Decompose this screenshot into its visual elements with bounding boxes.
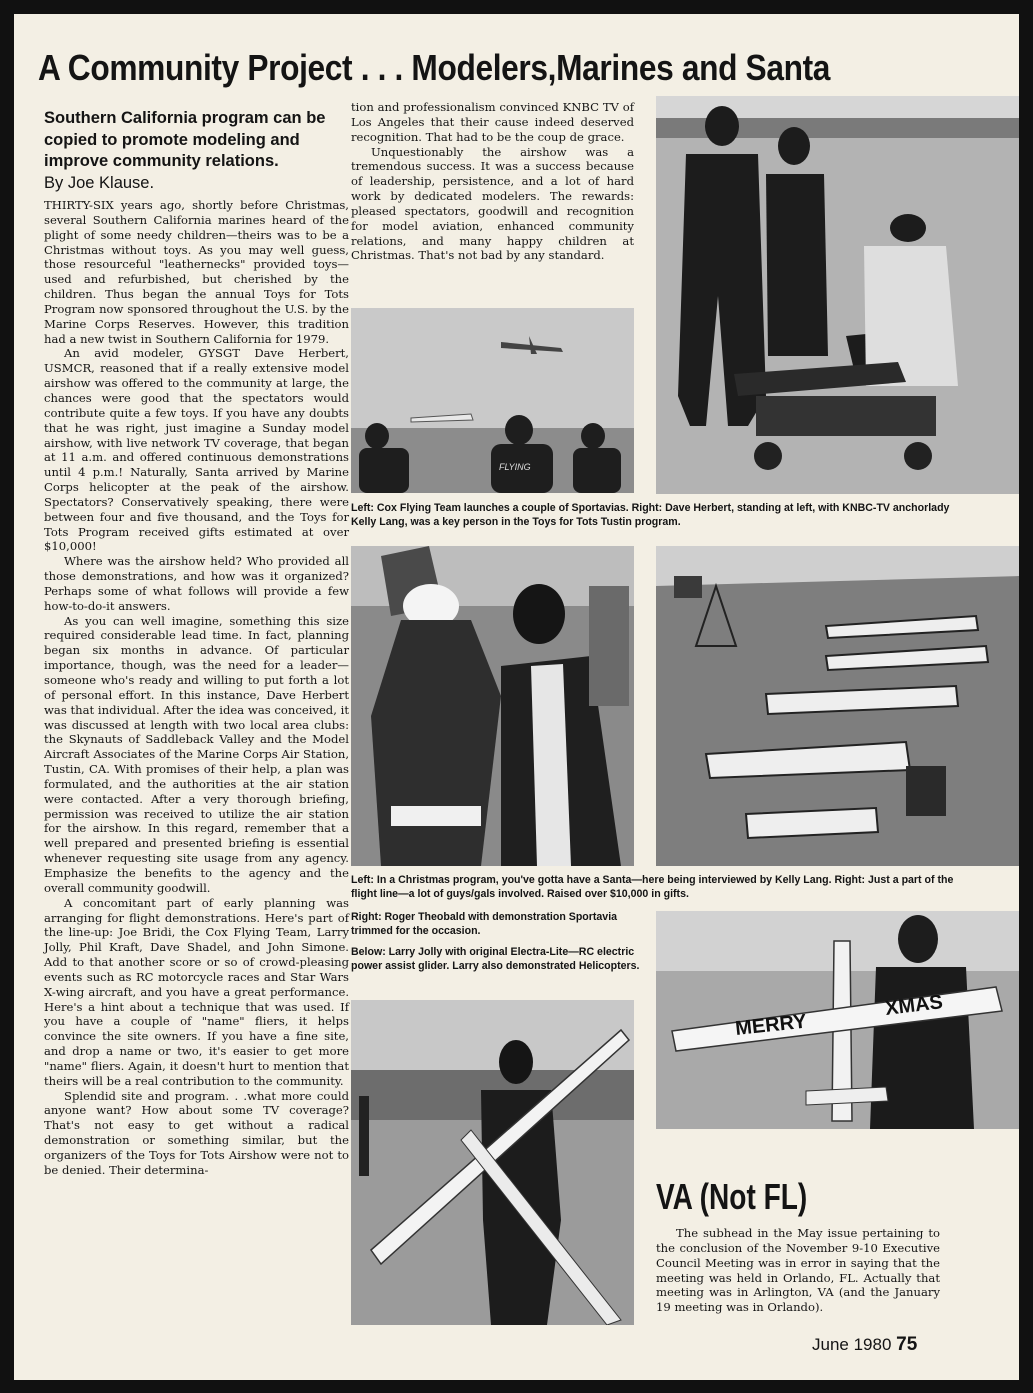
article-deck: [44, 108, 344, 194]
photo-dave-herbert-kelly-lang: [656, 96, 1019, 494]
photo-cox-flying-team: [351, 308, 634, 493]
paragraph: Where was the airshow held? Who provided all those demonstrations, and how was it organized? Perhaps some of what follows will provide a few how-to-do-it answers.: [44, 554, 349, 613]
caption-larry-jolly: Below: Larry Jolly with original Electra-Lite—RC electric power assist glider. Larry also demonstrated Helicopters.: [351, 946, 640, 972]
photo-larry-jolly-glider: [351, 1000, 634, 1325]
magazine-page: [14, 14, 1019, 1380]
sidebar-heading: VA (Not FL): [656, 1176, 808, 1217]
sidebar-paragraph: The subhead in the May issue pertaining to the conclusion of the November 9-10 Executive Council Meeting was in error in saying that the meeting was held in Orlando, FL. Actually that meeting was in Arlington, VA (and the January 19 meeting was in Orlando).: [656, 1226, 940, 1315]
article-title: A Community Project . . . Modelers,Marines and Santa: [38, 47, 831, 88]
byline: By Joe Klause.: [44, 173, 155, 192]
paragraph: THIRTY-SIX years ago, shortly before Christmas, several Southern California marines heard of the plight of some needy children—theirs was to be a Christmas without toys. As you may well guess, those resourceful "leathernecks" provided toys—used and refurbished, but cherished by the children. Thus began the annual Toys for Tots Program now sponsored throughout the U.S. by the Marine Corps Reserves. However, this tradition had a new twist in Southern California for 1979.: [44, 198, 349, 346]
wing-text-xmas: XMAS: [883, 991, 944, 1020]
caption-row-1: Left: Cox Flying Team launches a couple of Sportavias. Right: Dave Herbert, standing at left, with KNBC-TV anchorlady Kelly Lang, was a key person in the Toys for Tots Tustin program.: [351, 502, 950, 528]
sidebar-body: [656, 1226, 940, 1315]
paragraph: As you can well imagine, something this size required considerable lead time. In fact, planning began six months in advance. Of particular importance, though, was the need for a leader—someone who's ready and willing to put forth a lot of personal effort. In this instance, Dave Herbert was that individual. After the idea was conceived, it was discussed at length with two local area clubs: the Skynauts of Saddleback Valley and the Model Aircraft Associates of the Marine Corps Air Station, Tustin, CA. With promises of their help, a plan was formulated, and the authorities at the air station were contacted. After a very thorough briefing, permission was received to utilize the air station for the airshow. In this regard, remember that a well prepared and presented briefing is essential whenever requesting site usage from any agency. Emphasize the benefits to the agency and the overall community goodwill.: [44, 613, 349, 895]
issue-date: June 1980: [812, 1335, 892, 1354]
paragraph: tion and professionalism convinced KNBC TV of Los Angeles that their cause indeed deserved recognition. That had to be the coup de grace.: [351, 100, 634, 144]
article-column-1: [44, 198, 349, 1178]
page-number: 75: [896, 1334, 918, 1355]
paragraph: An avid modeler, GYSGT Dave Herbert, USMCR, reasoned that if a really extensive model airshow was offered to the community at large, the chances were good that the spectators would contribute quite a few toys. If you have any doubts that he was right, just imagine a Sunday model airshow, with live network TV coverage, that began at 11 a.m. and offered continuous demonstrations until 4 p.m.! Naturally, Santa arrived by Marine Corps helicopter at the peak of the airshow. Spectators? Conservatively speaking, there were between four and five thousand, and the Toys for Tots Program received gifts estimated at over $10,000!: [44, 346, 349, 554]
deck-text: Southern California program can be copied to promote modeling and improve community relations.: [44, 109, 326, 170]
page-folio: [812, 1334, 917, 1356]
wing-text-merry: MERRY: [734, 1010, 808, 1040]
photo-flight-line: [656, 546, 1019, 866]
paragraph: A concomitant part of early planning was arranging for flight demonstrations. Here's part of the line-up: Joe Bridi, the Cox Flying Team, Larry Jolly, Phil Kraft, Dave Shadel, and John Simone. Add to that another score or so of crowd-pleasing events such as RC motorcycle races and Star Wars X-wing aircraft, and you have a great performance. Here's a hint about a technique that was used. If you have a couple of "name" fliers, it helps convince the site owners. If you have a fine site, and drop a name or two, it's easier to get more "name" fliers. Again, it doesn't hurt to mention that theirs will be a real contribution to the community.: [44, 895, 349, 1088]
photo-santa-interview: [351, 546, 634, 866]
paragraph: Splendid site and program. . .what more could anyone want? How about some TV coverage? That's not easy to get without a radical demonstration or something similar, but the organizers of the Toys for Tots Airshow were not to be denied. Their determina-: [44, 1088, 349, 1177]
jacket-logo-text: FLYING: [499, 462, 531, 472]
paragraph: Unquestionably the airshow was a tremendous success. It was a success because of leadership, persistence, and a lot of hard work by dedicated modelers. The rewards: pleased spectators, goodwill and recognition for model aviation, enhanced community relations, and many happy children at Christmas. That's not bad by any standard.: [351, 144, 634, 263]
caption-roger-theobald: Right: Roger Theobald with demonstration Sportavia trimmed for the occasion.: [351, 911, 618, 937]
caption-row-2: Left: In a Christmas program, you've gotta have a Santa—here being interviewed by Kelly Lang. Right: Just a part of the flight line—a lot of guys/gals involved. Raised over $10,000 in gifts.: [351, 874, 954, 900]
article-column-2: [351, 100, 634, 263]
photo-merry-xmas-sportavia: [656, 911, 1019, 1129]
